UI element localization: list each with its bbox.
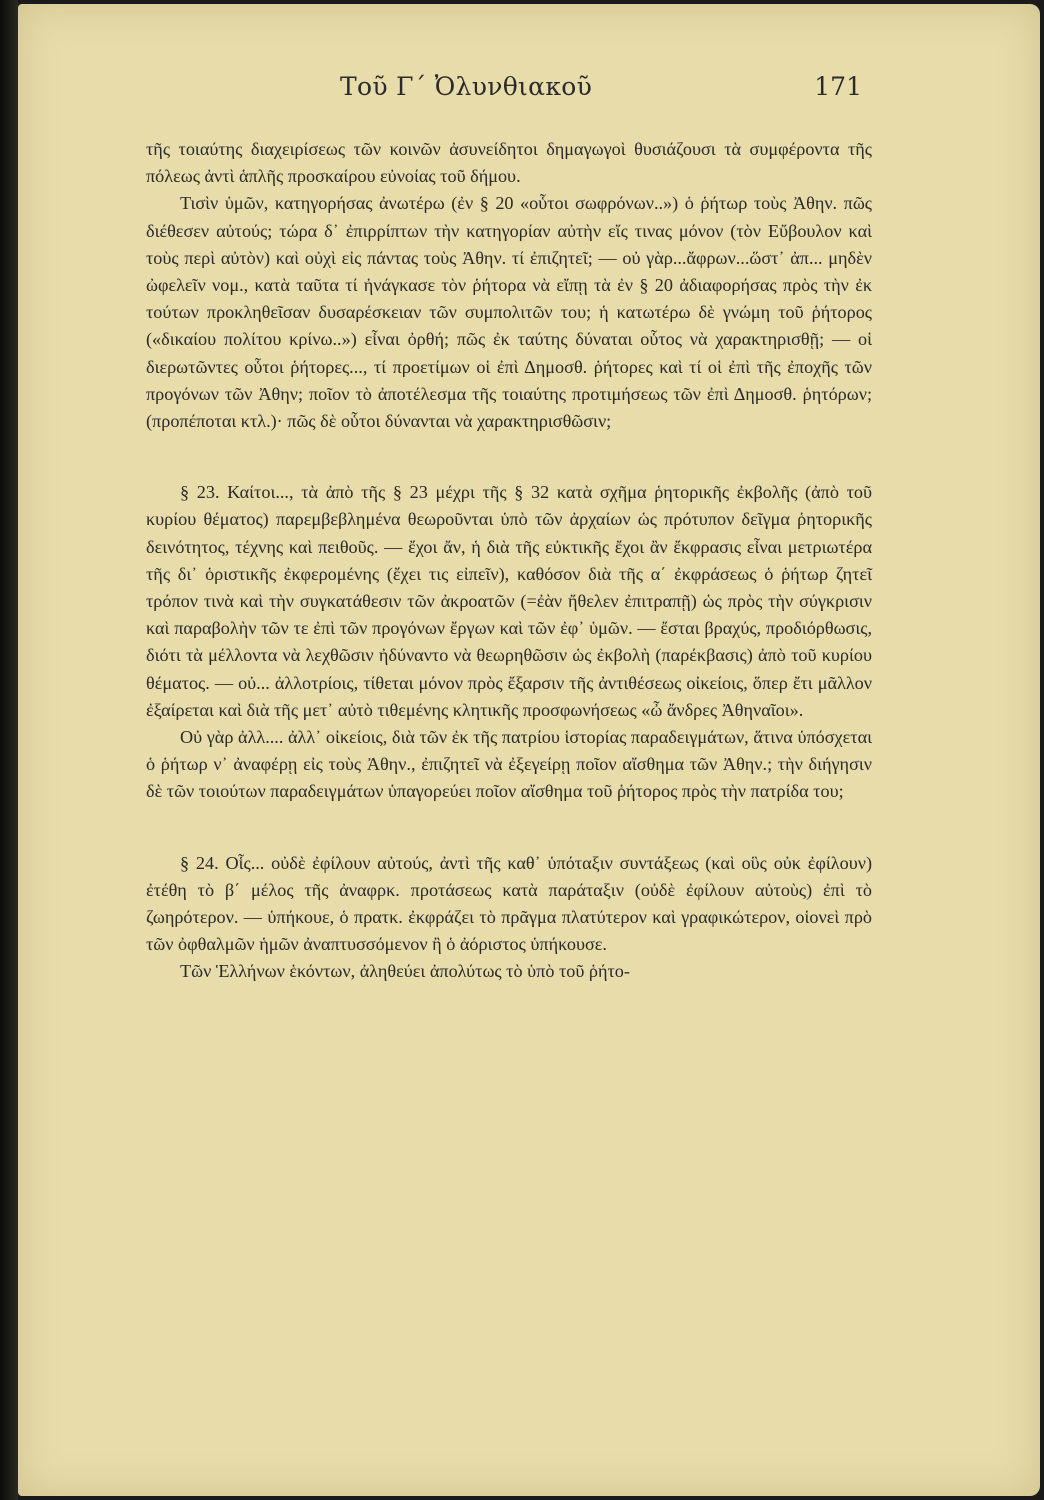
page-number: 171 — [814, 72, 862, 101]
body-text — [146, 136, 872, 986]
paragraph-continuation: τῆς τοιαύτης διαχειρίσεως τῶν κοινῶν ἀσυνείδητοι δημαγωγοὶ θυσιάζουσι τὰ συμφέροντα τῆς πόλεως ἀντὶ ἁπλῆς προσκαίρου εὐνοίας τοῦ δήμου. — [146, 139, 872, 187]
paragraph-section-23: § 23. Καίτοι..., τὰ ἀπὸ τῆς § 23 μέχρι τῆς § 32 κατὰ σχῆμα ῥητορικῆς ἐκβολῆς (ἀπὸ τοῦ κυρίου θέματος) παρεμβεβλημένα θεωροῦνται ὑπὸ τῶν ἀρχαίων ὡς πρότυπον δεῖγμα ῥητορικῆς δεινότητος, τέχνης καὶ πειθοῦς. — ἔχοι ἄν, ἡ διὰ τῆς εὐκτικῆς ἔχοι ἂν ἔκφρασις εἶναι μετριωτέρα τῆς δι᾽ ὁριστικῆς ἐκφερομένης (ἔχει τις εἰπεῖν), καθόσον διὰ τῆς α΄ ἐκφράσεως ὁ ῥήτωρ ζητεῖ τρόπον τινὰ καὶ τὴν συγκατάθεσιν τῶν ἀκροατῶν (=ἐὰν ἤθελεν ἐπιτραπῇ) ὡς πρὸς τὴν σύγκρισιν καὶ παραβολὴν τῶν τε ἐπὶ τῶν προγόνων ἔργων καὶ τῶν ἐφ᾽ ὑμῶν. — ἔσται βραχύς, προδιόρθωσις, διότι τὰ μέλλοντα νὰ λεχθῶσιν ἠδύναντο νὰ θεωρηθῶσιν ὡς ἐκβολὴ (παρέκβασις) ἀπὸ τοῦ κυρίου θέματος. — οὐ... ἀλλοτρίοις, τίθεται μόνον πρὸς ἔξαρσιν τῆς ἀντιθέσεως οἰκείοις, ὅπερ ἔτι μᾶλλον ἐξαίρεται καὶ διὰ τῆς μετ᾽ αὐτὸ τιθεμένης κλητικῆς προσφωνήσεως «ὦ ἄνδρες Ἀθηναῖοι». — [146, 482, 872, 720]
page-header — [18, 72, 1040, 108]
paragraph-tisin-ymon: Τισὶν ὑμῶν, κατηγορήσας ἀνωτέρω (ἐν § 20 «οὗτοι σωφρόνων..») ὁ ῥήτωρ τοὺς Ἀθην. πῶς διέθεσεν αὐτούς; τώρα δ᾽ ἐπιρρίπτων τὴν κατηγορίαν αὐτὴν εἴς τινας μόνον (τὸν Εὔβουλον καὶ τοὺς περὶ αὐτὸν) καὶ οὐχὶ εἰς πάντας τοὺς Ἀθην. τί ἐπιζητεῖ; — οὐ γὰρ...ἄφρων...ὥστ᾽ ἀπ... μηδὲν ὠφελεῖν νομ., κατὰ ταῦτα τί ἠνάγκασε τὸν ῥήτορα νὰ εἴπῃ τὰ ἐν § 20 ἀδιαφορήσας πρὸς τὴν ἐκ τούτων προκληθεῖσαν δυσαρέσκειαν τῶν συμπολιτῶν του; ἡ κατωτέρω δὲ γνώμη τοῦ ῥήτορος («δικαίου πολίτου κρίνω..») εἶναι ὀρθή; πῶς ἐκ ταύτης δύναται οὗτος νὰ χαρακτηρισθῇ; — οἱ διερωτῶντες οὗτοι ῥήτορες..., τί προετίμων οἱ ἐπὶ Δημοσθ. ῥήτορες καὶ τί οἱ ἐπὶ τῆς ἐποχῆς τῶν προγόνων τῶν Ἀθην; ποῖον τὸ ἀποτέλεσμα τῆς τοιαύτης προτιμήσεως τῶν ἐπὶ Δημοσθ. ῥητόρων; (προπέποται κτλ.)· πῶς δὲ οὗτοι δύνανται νὰ χαρακτηρισθῶσιν; — [146, 193, 872, 432]
scan-edge — [0, 0, 18, 1500]
paragraph-ou-gar: Οὐ γὰρ ἀλλ.... ἀλλ᾽ οἰκείοις, διὰ τῶν ἐκ τῆς πατρίου ἱστορίας παραδειγμάτων, ἅτινα ὑπόσχεται ὁ ῥήτωρ ν᾽ ἀναφέρῃ εἰς τοὺς Ἀθην., ἐπιζητεῖ νὰ ἐξεγείρῃ ποῖον αἴσθημα τῶν Ἀθην.; τὴν διήγησιν δὲ τῶν τοιούτων παραδειγμάτων ὑπαγορεύει ποῖον αἴσθημα τοῦ ῥήτορος πρὸς τὴν πατρίδα του; — [146, 727, 872, 802]
paragraph-section-24: § 24. Οἷς... οὐδὲ ἐφίλουν αὐτούς, ἀντὶ τῆς καθ᾽ ὑπόταξιν συντάξεως (καὶ οὓς οὐκ ἐφίλουν) ἐτέθη τὸ β΄ μέλος τῆς ἀναφρκ. προτάσεως κατὰ παράταξιν (οὐδὲ ἐφίλουν αὐτοὺς) ἐπὶ τὸ ζωηρότερον. — ὑπήκουε, ὁ πρατκ. ἐκφράζει τὸ πρᾶγμα πλατύτερον καὶ γραφικώτερον, οἱονεὶ πρὸ τῶν ὀφθαλμῶν ἡμῶν ἀναπτυσσόμενον ἢ ὁ ἀόριστος ὑπήκουσε. — [146, 852, 872, 955]
running-title: Τοῦ Γ΄ Ὀλυνθιακοῦ — [340, 72, 593, 101]
book-page — [18, 4, 1040, 1496]
paragraph-ton-ellinon: Τῶν Ἑλλήνων ἑκόντων, ἀληθεύει ἀπολύτως τὸ ὑπὸ τοῦ ῥήτο- — [180, 961, 630, 982]
